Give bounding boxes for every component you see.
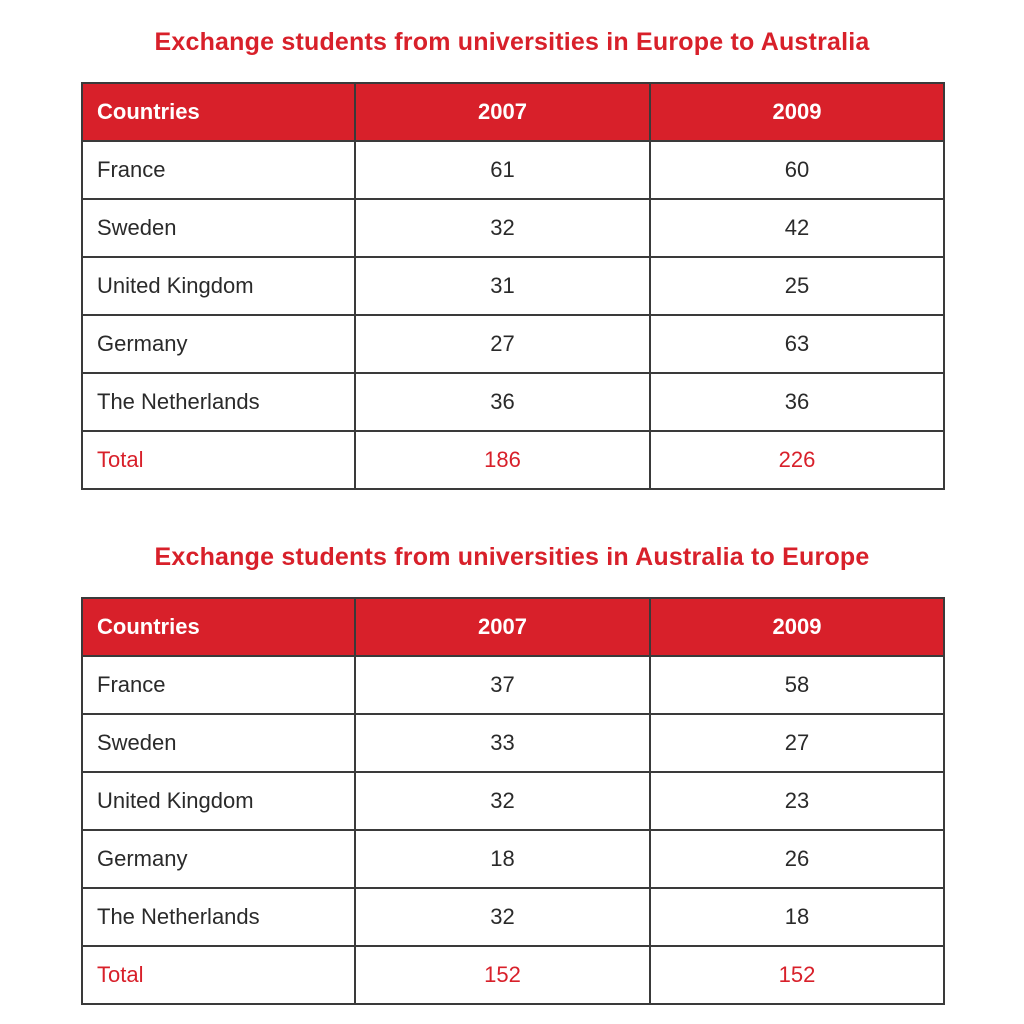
- country-cell: The Netherlands: [82, 888, 355, 946]
- header-row: [82, 598, 944, 656]
- value-cell-2009: 27: [650, 714, 944, 772]
- country-cell: Sweden: [82, 714, 355, 772]
- value-cell-2009: 42: [650, 199, 944, 257]
- column-header: 2007: [355, 598, 650, 656]
- value-cell-2009: 63: [650, 315, 944, 373]
- total-cell-2009: 152: [650, 946, 944, 1004]
- total-cell-2009: 226: [650, 431, 944, 489]
- table-row: [82, 315, 944, 373]
- value-cell-2009: 26: [650, 830, 944, 888]
- value-cell-2009: 23: [650, 772, 944, 830]
- value-cell-2007: 27: [355, 315, 650, 373]
- value-cell-2007: 37: [355, 656, 650, 714]
- table-row: [82, 888, 944, 946]
- value-cell-2007: 32: [355, 772, 650, 830]
- table-row: [82, 257, 944, 315]
- total-row: [82, 431, 944, 489]
- country-cell: France: [82, 656, 355, 714]
- table-title: Exchange students from universities in Australia to Europe: [154, 543, 870, 571]
- header-row: [82, 83, 944, 141]
- value-cell-2007: 32: [355, 199, 650, 257]
- data-table: [81, 82, 945, 490]
- column-header: 2009: [650, 598, 944, 656]
- value-cell-2007: 61: [355, 141, 650, 199]
- value-cell-2009: 58: [650, 656, 944, 714]
- column-header: Countries: [82, 598, 355, 656]
- data-table: [81, 597, 945, 1005]
- value-cell-2009: 60: [650, 141, 944, 199]
- table-row: [82, 656, 944, 714]
- country-cell: Germany: [82, 830, 355, 888]
- value-cell-2007: 31: [355, 257, 650, 315]
- table-row: [82, 830, 944, 888]
- country-cell: Sweden: [82, 199, 355, 257]
- table-title: Exchange students from universities in Europe to Australia: [154, 28, 870, 56]
- value-cell-2007: 36: [355, 373, 650, 431]
- total-row: [82, 946, 944, 1004]
- country-cell: The Netherlands: [82, 373, 355, 431]
- country-cell: United Kingdom: [82, 772, 355, 830]
- value-cell-2007: 33: [355, 714, 650, 772]
- table-row: [82, 772, 944, 830]
- total-cell-2007: 152: [355, 946, 650, 1004]
- value-cell-2007: 32: [355, 888, 650, 946]
- value-cell-2007: 18: [355, 830, 650, 888]
- column-header: Countries: [82, 83, 355, 141]
- value-cell-2009: 36: [650, 373, 944, 431]
- total-label: Total: [82, 431, 355, 489]
- total-cell-2007: 186: [355, 431, 650, 489]
- total-label: Total: [82, 946, 355, 1004]
- country-cell: France: [82, 141, 355, 199]
- country-cell: United Kingdom: [82, 257, 355, 315]
- value-cell-2009: 25: [650, 257, 944, 315]
- column-header: 2009: [650, 83, 944, 141]
- column-header: 2007: [355, 83, 650, 141]
- table-row: [82, 199, 944, 257]
- table-row: [82, 141, 944, 199]
- country-cell: Germany: [82, 315, 355, 373]
- table-row: [82, 373, 944, 431]
- value-cell-2009: 18: [650, 888, 944, 946]
- table-row: [82, 714, 944, 772]
